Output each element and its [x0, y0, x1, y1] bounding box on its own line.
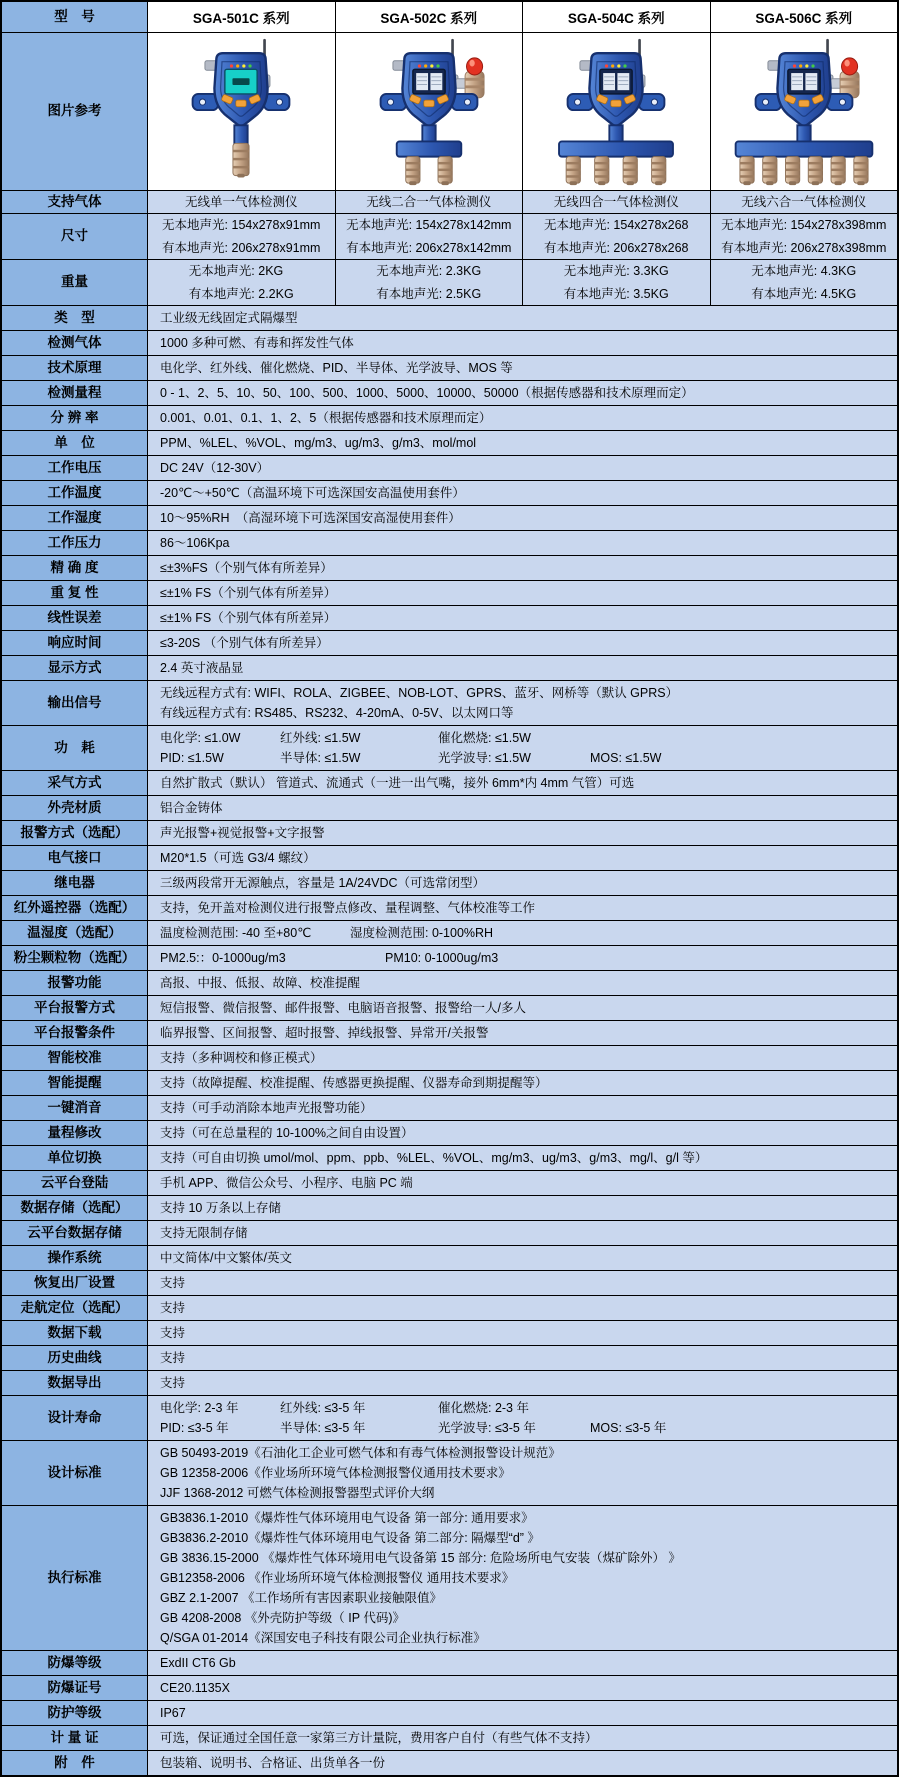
model-value — [346, 217, 511, 256]
row-label: 支持气体 — [2, 191, 148, 213]
row-value — [148, 631, 897, 655]
value-text: GB 50493-2019《石油化工企业可燃气体和有毒气体检测报警设计规范》 — [160, 1446, 561, 1460]
table-row — [2, 481, 897, 506]
table-row — [2, 1021, 897, 1046]
row-label: 防护等级 — [2, 1701, 148, 1725]
row-label: 走航定位（选配） — [2, 1296, 148, 1320]
value-text: 高报、中报、低报、故障、校准提醒 — [160, 976, 361, 990]
value-text: 支持 — [160, 1351, 186, 1365]
value-segment: 半导体: ≤3-5 年 — [280, 1421, 366, 1435]
value-text: ≤±1% FS（个别气体有所差异） — [160, 586, 337, 600]
table-row — [2, 606, 897, 631]
table-row — [2, 581, 897, 606]
value-text: 0 - 1、2、5、10、50、100、500、1000、5000、10000、50000（根据传感器和技术原理而定） — [160, 386, 694, 400]
value-text: 无线远程方式有: WIFI、ROLA、ZIGBEE、NOB-LOT、GPRS、蓝牙、网桥等（默认 GPRS） — [160, 686, 679, 700]
row-label: 设计标准 — [2, 1441, 148, 1505]
value-text: 工业级无线固定式隔爆型 — [160, 311, 298, 325]
row-value — [148, 1346, 897, 1370]
value-segment: 电化学: 2-3 年 — [160, 1401, 239, 1415]
table-row — [2, 1246, 897, 1271]
value-text: Q/SGA 01-2014《深国安电子科技有限公司企业执行标准》 — [160, 1631, 486, 1645]
table-row — [2, 1321, 897, 1346]
table-row — [2, 556, 897, 581]
value-text: GB3836.1-2010《爆炸性气体环境用电气设备 第一部分: 通用要求》 — [160, 1511, 534, 1525]
value-text: 三级两段常开无源触点，容量是 1A/24VDC（可选常闭型） — [160, 876, 486, 890]
model-header-sga-501c: SGA-501C 系列 — [148, 2, 336, 32]
table-row — [2, 406, 897, 431]
row-value — [148, 921, 897, 945]
value-segment: PM2.5:：0-1000ug/m3 — [160, 951, 286, 965]
value-text: GB12358-2006 《作业场所环境气体检测报警仪 通用技术要求》 — [160, 1571, 515, 1585]
table-header-row — [2, 2, 897, 33]
row-label: 输出信号 — [2, 681, 148, 725]
table-row — [2, 846, 897, 871]
value-text: GB 12358-2006《作业场所环境气体检测报警仪通用技术要求》 — [160, 1466, 511, 1480]
row-label: 单 位 — [2, 431, 148, 455]
value-text — [160, 1418, 891, 1438]
row-label: 响应时间 — [2, 631, 148, 655]
model-value — [721, 217, 886, 256]
row-value — [148, 1071, 897, 1095]
table-row — [2, 1096, 897, 1121]
table-row — [2, 796, 897, 821]
row-label: 智能校准 — [2, 1046, 148, 1070]
row-value — [148, 656, 897, 680]
value-text: 支持（可手动消除本地声光报警功能） — [160, 1101, 373, 1115]
value-line: 无线四合一气体检测仪 — [553, 195, 679, 209]
row-label: 报警方式（选配） — [2, 821, 148, 845]
model-value — [189, 263, 294, 302]
value-text: 临界报警、区间报警、超时报警、掉线报警、异常开/关报警 — [160, 1026, 489, 1040]
row-label: 数据导出 — [2, 1371, 148, 1395]
value-text: 声光报警+视觉报警+文字报警 — [160, 826, 325, 840]
value-segment: 红外线: ≤3-5 年 — [280, 1401, 366, 1415]
value-line: 有本地声光: 206x278x142mm — [346, 241, 512, 255]
table-row — [2, 1371, 897, 1396]
spec-rows-container — [2, 191, 897, 1775]
row-label: 云平台数据存储 — [2, 1221, 148, 1245]
value-text: DC 24V（12-30V） — [160, 461, 270, 475]
value-text: M20*1.5（可选 G3/4 螺纹） — [160, 851, 316, 865]
value-segment: 电化学: ≤1.0W — [160, 731, 241, 745]
value-text: 铝合金铸体 — [160, 801, 223, 815]
row-value — [148, 1676, 897, 1700]
model-value-cell — [148, 191, 336, 213]
value-text — [160, 1398, 891, 1418]
row-label: 粉尘颗粒物（选配） — [2, 946, 148, 970]
value-line: 无本地声光: 2.3KG — [376, 264, 482, 278]
row-value — [148, 971, 897, 995]
value-text: JJF 1368-2012 可燃气体检测报警器型式评价大纲 — [160, 1486, 435, 1500]
row-value — [148, 356, 897, 380]
value-segment: 光学波导: ≤1.5W — [438, 751, 531, 765]
table-row — [2, 506, 897, 531]
model-header-sga-502c: SGA-502C 系列 — [336, 2, 524, 32]
product-photo-sga-502c — [336, 33, 524, 190]
table-row — [2, 1046, 897, 1071]
row-label: 检测量程 — [2, 381, 148, 405]
value-line: 无本地声光: 2KG — [188, 264, 284, 278]
row-value — [148, 821, 897, 845]
model-value — [554, 194, 679, 210]
table-row — [2, 996, 897, 1021]
value-line: 有本地声光: 206x278x268 — [543, 241, 689, 255]
value-segment: 半导体: ≤1.5W — [280, 751, 361, 765]
model-value-cell — [523, 260, 711, 305]
value-text: 支持（多种调校和修正模式） — [160, 1051, 323, 1065]
value-text — [160, 748, 891, 768]
table-row — [2, 1071, 897, 1096]
row-value — [148, 581, 897, 605]
product-image-row — [2, 33, 897, 191]
row-value — [148, 1506, 897, 1650]
row-value — [148, 1296, 897, 1320]
value-text: 0.001、0.01、0.1、1、2、5（根据传感器和技术原理而定） — [160, 411, 492, 425]
value-line: 无线二合一气体检测仪 — [366, 195, 492, 209]
row-value — [148, 681, 897, 725]
value-text: 支持（可自由切换 umol/mol、ppm、ppb、%LEL、%VOL、mg/m3、ug/m3、g/m3、mg/l、g/l 等） — [160, 1151, 708, 1165]
row-label: 执行标准 — [2, 1506, 148, 1650]
table-row — [2, 260, 897, 306]
row-label: 工作电压 — [2, 456, 148, 480]
row-label: 单位切换 — [2, 1146, 148, 1170]
table-row — [2, 214, 897, 260]
value-segment: MOS: ≤1.5W — [590, 751, 662, 765]
value-text: ≤±1% FS（个别气体有所差异） — [160, 611, 337, 625]
value-segment: 温度检测范围: -40 至+80℃ — [160, 926, 312, 940]
value-text: 支持 10 万条以上存储 — [160, 1201, 281, 1215]
row-label: 智能提醒 — [2, 1071, 148, 1095]
model-value-cell — [336, 214, 524, 259]
table-row — [2, 1196, 897, 1221]
table-row — [2, 1146, 897, 1171]
value-text: -20℃～+50℃（高温环境下可选深国安高温使用套件） — [160, 486, 465, 500]
row-label: 温湿度（选配） — [2, 921, 148, 945]
table-row — [2, 1171, 897, 1196]
table-row — [2, 726, 897, 771]
row-value — [148, 406, 897, 430]
row-value — [148, 431, 897, 455]
model-value-cell — [711, 214, 898, 259]
value-text: 支持 — [160, 1276, 186, 1290]
value-text: 电化学、红外线、催化燃烧、PID、半导体、光学波导、MOS 等 — [160, 361, 513, 375]
value-segment: 湿度检测范围: 0-100%RH — [350, 926, 494, 940]
row-value — [148, 1726, 897, 1750]
row-label: 工作温度 — [2, 481, 148, 505]
row-label: 检测气体 — [2, 331, 148, 355]
row-label: 附 件 — [2, 1751, 148, 1775]
row-value — [148, 1371, 897, 1395]
row-value — [148, 456, 897, 480]
value-line: 无线单一气体检测仪 — [184, 195, 298, 209]
table-row — [2, 971, 897, 996]
table-row — [2, 331, 897, 356]
value-text — [160, 728, 891, 748]
row-label: 云平台登陆 — [2, 1171, 148, 1195]
table-row — [2, 1506, 897, 1651]
value-text: 支持 — [160, 1326, 186, 1340]
table-row — [2, 656, 897, 681]
value-line: 无本地声光: 3.3KG — [563, 264, 669, 278]
row-label: 分 辨 率 — [2, 406, 148, 430]
row-label: 线性误差 — [2, 606, 148, 630]
row-value — [148, 1701, 897, 1725]
row-value — [148, 796, 897, 820]
value-text: 1000 多种可燃、有毒和挥发性气体 — [160, 336, 354, 350]
model-value-cell — [148, 214, 336, 259]
value-text: ≤±3%FS（个别气体有所差异） — [160, 561, 333, 575]
alarm-beacon-icon — [830, 57, 858, 97]
row-value — [148, 506, 897, 530]
row-label: 采气方式 — [2, 771, 148, 795]
table-row — [2, 1396, 897, 1441]
row-label: 设计寿命 — [2, 1396, 148, 1440]
row-label: 继电器 — [2, 871, 148, 895]
alarm-beacon-icon — [455, 57, 483, 97]
row-value — [148, 996, 897, 1020]
value-text: 自然扩散式（默认） 管道式、流通式（一进一出气嘴，接外 6mm*内 4mm 气管）可选 — [160, 776, 635, 790]
table-row — [2, 1676, 897, 1701]
value-text: 支持 — [160, 1376, 186, 1390]
value-text: 86～106Kpa — [160, 536, 230, 550]
row-value — [148, 896, 897, 920]
row-label: 量程修改 — [2, 1121, 148, 1145]
row-value — [148, 1396, 897, 1440]
value-line: 有本地声光: 2.2KG — [188, 287, 294, 301]
model-value — [185, 194, 298, 210]
row-label: 工作湿度 — [2, 506, 148, 530]
row-label: 外壳材质 — [2, 796, 148, 820]
table-row — [2, 871, 897, 896]
row-label: 功 耗 — [2, 726, 148, 770]
value-text: 支持，免开盖对检测仪进行报警点修改、量程调整、气体校准等工作 — [160, 901, 536, 915]
value-text: GB 4208-2008 《外壳防护等级（ IP 代码)》 — [160, 1611, 405, 1625]
row-label: 类 型 — [2, 306, 148, 330]
value-text: 10～95%RH （高湿环境下可选深国安高湿使用套件） — [160, 511, 461, 525]
row-label: 精 确 度 — [2, 556, 148, 580]
table-row — [2, 1751, 897, 1775]
detector-illustration — [723, 37, 885, 187]
value-text: ExdII CT6 Gb — [160, 1656, 236, 1670]
table-row — [2, 896, 897, 921]
row-value — [148, 1096, 897, 1120]
value-text: ≤3-20S （个别气体有所差异） — [160, 636, 329, 650]
row-label: 防爆证号 — [2, 1676, 148, 1700]
value-line: 有本地声光: 2.5KG — [376, 287, 482, 301]
table-row — [2, 1296, 897, 1321]
model-value — [751, 263, 856, 302]
table-row — [2, 1726, 897, 1751]
row-label: 尺寸 — [2, 214, 148, 259]
table-row — [2, 306, 897, 331]
value-segment: 光学波导: ≤3-5 年 — [438, 1421, 536, 1435]
value-text: 包装箱、说明书、合格证、出货单各一份 — [160, 1756, 386, 1770]
row-value — [148, 381, 897, 405]
product-photo-sga-506c — [711, 33, 898, 190]
row-value — [148, 946, 897, 970]
value-text: GBZ 2.1-2007 《工作场所有害因素职业接触限值》 — [160, 1591, 442, 1605]
row-label: 计 量 证 — [2, 1726, 148, 1750]
row-label: 重 复 性 — [2, 581, 148, 605]
row-value — [148, 1121, 897, 1145]
table-row — [2, 1346, 897, 1371]
row-value — [148, 1246, 897, 1270]
value-text: 支持 — [160, 1301, 186, 1315]
row-label: 防爆等级 — [2, 1651, 148, 1675]
table-row — [2, 431, 897, 456]
row-value — [148, 606, 897, 630]
table-row — [2, 1441, 897, 1506]
row-value — [148, 1221, 897, 1245]
value-line: 无本地声光: 154x278x91mm — [162, 218, 321, 232]
product-photo-sga-501c — [148, 33, 336, 190]
model-header-sga-504c: SGA-504C 系列 — [523, 2, 711, 32]
row-value — [148, 1271, 897, 1295]
table-row — [2, 356, 897, 381]
row-value — [148, 331, 897, 355]
value-line: 有本地声光: 3.5KG — [563, 287, 669, 301]
detector-illustration — [348, 37, 510, 187]
value-text: CE20.1135X — [160, 1681, 230, 1695]
value-segment: 红外线: ≤1.5W — [280, 731, 361, 745]
row-value — [148, 771, 897, 795]
row-value — [148, 306, 897, 330]
row-label: 工作压力 — [2, 531, 148, 555]
row-label: 一键消音 — [2, 1096, 148, 1120]
value-line: 有本地声光: 4.5KG — [751, 287, 857, 301]
value-text — [160, 948, 891, 968]
value-text: 支持（故障提醒、校准提醒、传感器更换提醒、仪器寿命到期提醒等） — [160, 1076, 548, 1090]
table-row — [2, 1121, 897, 1146]
value-line: 有本地声光: 206x278x398mm — [721, 241, 887, 255]
value-text: 2.4 英寸液晶显 — [160, 661, 244, 675]
value-line: 无本地声光: 154x278x142mm — [346, 218, 512, 232]
value-segment: 催化燃烧: 2-3 年 — [438, 1401, 529, 1415]
table-row — [2, 1651, 897, 1676]
model-value — [544, 217, 689, 256]
value-text: 可选，保证通过全国任意一家第三方计量院，费用客户自付（有些气体不支持） — [160, 1731, 598, 1745]
table-row — [2, 771, 897, 796]
value-line: 无线六合一气体检测仪 — [741, 195, 867, 209]
model-value — [741, 194, 866, 210]
row-label: 数据下载 — [2, 1321, 148, 1345]
row-value — [148, 556, 897, 580]
row-value — [148, 1196, 897, 1220]
table-row — [2, 921, 897, 946]
row-value — [148, 1021, 897, 1045]
row-label: 操作系统 — [2, 1246, 148, 1270]
row-value — [148, 871, 897, 895]
value-segment: PM10: 0-1000ug/m3 — [385, 951, 499, 965]
value-line: 无本地声光: 154x278x398mm — [721, 218, 887, 232]
model-value-cell — [711, 191, 898, 213]
row-value — [148, 531, 897, 555]
table-row — [2, 191, 897, 214]
value-line: 无本地声光: 4.3KG — [751, 264, 857, 278]
row-label: 历史曲线 — [2, 1346, 148, 1370]
value-text: 支持无限制存储 — [160, 1226, 248, 1240]
model-value — [366, 194, 491, 210]
row-label-images: 图片参考 — [2, 33, 148, 190]
value-line: 有本地声光: 206x278x91mm — [162, 241, 321, 255]
row-value — [148, 1171, 897, 1195]
model-value-cell — [711, 260, 898, 305]
value-text: GB 3836.15-2000 《爆炸性气体环境用电气设备第 15 部分: 危险场所电气安装（煤矿除外） 》 — [160, 1551, 681, 1565]
detector-illustration — [160, 37, 322, 187]
table-row — [2, 1221, 897, 1246]
model-value — [564, 263, 669, 302]
row-label: 恢复出厂设置 — [2, 1271, 148, 1295]
value-segment: PID: ≤3-5 年 — [160, 1421, 229, 1435]
model-value-cell — [336, 260, 524, 305]
value-text: IP67 — [160, 1706, 186, 1720]
table-row — [2, 1701, 897, 1726]
row-value — [148, 1651, 897, 1675]
row-label: 平台报警条件 — [2, 1021, 148, 1045]
row-label: 重量 — [2, 260, 148, 305]
table-row — [2, 946, 897, 971]
model-value-cell — [336, 191, 524, 213]
value-line: 无本地声光: 154x278x268 — [543, 218, 689, 232]
row-value — [148, 1441, 897, 1505]
row-label: 电气接口 — [2, 846, 148, 870]
value-text: 手机 APP、微信公众号、小程序、电脑 PC 端 — [160, 1176, 413, 1190]
table-row — [2, 631, 897, 656]
row-value — [148, 1321, 897, 1345]
value-segment: PID: ≤1.5W — [160, 751, 224, 765]
table-row — [2, 531, 897, 556]
model-value — [162, 217, 320, 256]
value-text — [160, 923, 891, 943]
row-label-model: 型 号 — [2, 2, 148, 32]
row-label: 技术原理 — [2, 356, 148, 380]
table-row — [2, 456, 897, 481]
value-segment: MOS: ≤3-5 年 — [590, 1421, 667, 1435]
row-label: 报警功能 — [2, 971, 148, 995]
row-label: 红外遥控器（选配） — [2, 896, 148, 920]
row-value — [148, 846, 897, 870]
table-row — [2, 381, 897, 406]
model-value-cell — [523, 214, 711, 259]
value-text: 支持（可在总量程的 10-100%之间自由设置） — [160, 1126, 414, 1140]
row-value — [148, 481, 897, 505]
value-text: 有线远程方式有: RS485、RS232、4-20mA、0-5V、以太网口等 — [160, 706, 514, 720]
row-value — [148, 1751, 897, 1775]
table-row — [2, 681, 897, 726]
table-row — [2, 1271, 897, 1296]
value-text: 短信报警、微信报警、邮件报警、电脑语音报警、报警给一人/多人 — [160, 1001, 526, 1015]
row-value — [148, 726, 897, 770]
row-value — [148, 1046, 897, 1070]
detector-illustration — [535, 37, 697, 187]
model-value-cell — [523, 191, 711, 213]
table-row — [2, 821, 897, 846]
value-text: 中文简体/中文繁体/英文 — [160, 1251, 292, 1265]
model-header-sga-506c: SGA-506C 系列 — [711, 2, 898, 32]
product-photo-sga-504c — [523, 33, 711, 190]
model-value — [376, 263, 481, 302]
row-value — [148, 1146, 897, 1170]
value-text: PPM、%LEL、%VOL、mg/m3、ug/m3、g/m3、mol/mol — [160, 436, 477, 450]
model-value-cell — [148, 260, 336, 305]
value-segment: 催化燃烧: ≤1.5W — [438, 731, 531, 745]
value-text: GB3836.2-2010《爆炸性气体环境用电气设备 第二部分: 隔爆型“d” 》 — [160, 1531, 540, 1545]
row-label: 平台报警方式 — [2, 996, 148, 1020]
row-label: 数据存储（选配） — [2, 1196, 148, 1220]
row-label: 显示方式 — [2, 656, 148, 680]
